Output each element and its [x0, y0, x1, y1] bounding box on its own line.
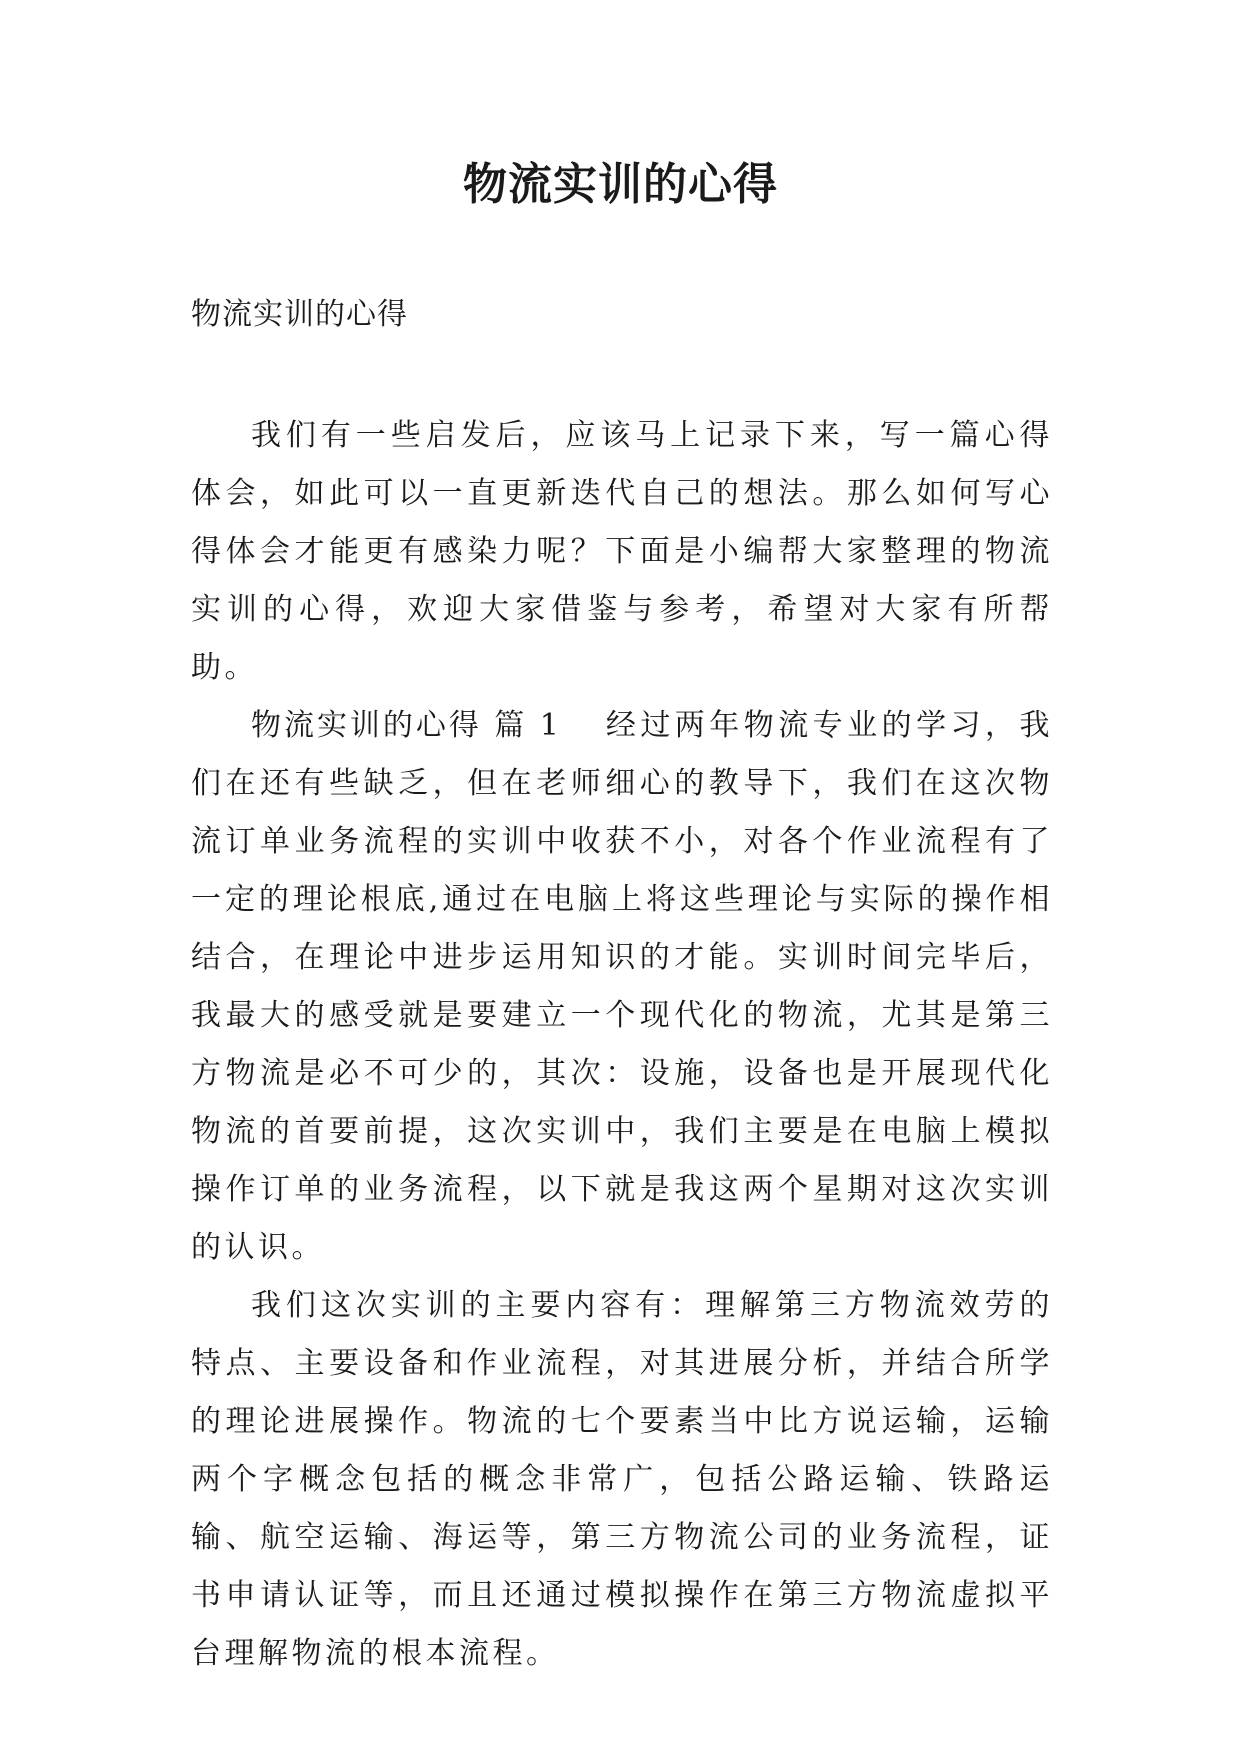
section-paragraph-text: 经过两年物流专业的学习，我们在还有些缺乏，但在老师细心的教导下，我们在这次物流订单业务流程的实训中收获不小，对各个作业流程有了一定的理论根底,通过在电脑上将这些理论与实际的操作相结合，在理论中进步运用知识的才能。实训时间完毕后，我最大的感受就是要建立一个现代化的物流，尤其是第三方物流是必不可少的，其次：设施，设备也是开展现代化物流的首要前提，这次实训中，我们主要是在电脑上模拟操作订单的业务流程，以下就是我这两个星期对这次实训的认识。 [191, 708, 1053, 1265]
content-paragraph [191, 1277, 1053, 1683]
section-heading: 物流实训的心得 篇 1 [251, 708, 561, 743]
document-title: 物流实训的心得 [463, 159, 778, 210]
intro-paragraph [191, 407, 1053, 697]
document-subtitle: 物流实训的心得 [191, 297, 408, 332]
intro-paragraph-text: 我们有一些启发后，应该马上记录下来，写一篇心得体会，如此可以一直更新迭代自己的想法。那么如何写心得体会才能更有感染力呢？下面是小编帮大家整理的物流实训的心得，欢迎大家借鉴与参考，希望对大家有所帮助。 [191, 418, 1053, 685]
document-body [191, 407, 1053, 1683]
section-paragraph [191, 697, 1053, 1277]
content-paragraph-text: 我们这次实训的主要内容有：理解第三方物流效劳的特点、主要设备和作业流程，对其进展分析，并结合所学的理论进展操作。物流的七个要素当中比方说运输，运输两个字概念包括的概念非常广，包括公路运输、铁路运输、航空运输、海运等，第三方物流公司的业务流程，证书申请认证等，而且还通过模拟操作在第三方物流虚拟平台理解物流的根本流程。 [191, 1288, 1053, 1671]
